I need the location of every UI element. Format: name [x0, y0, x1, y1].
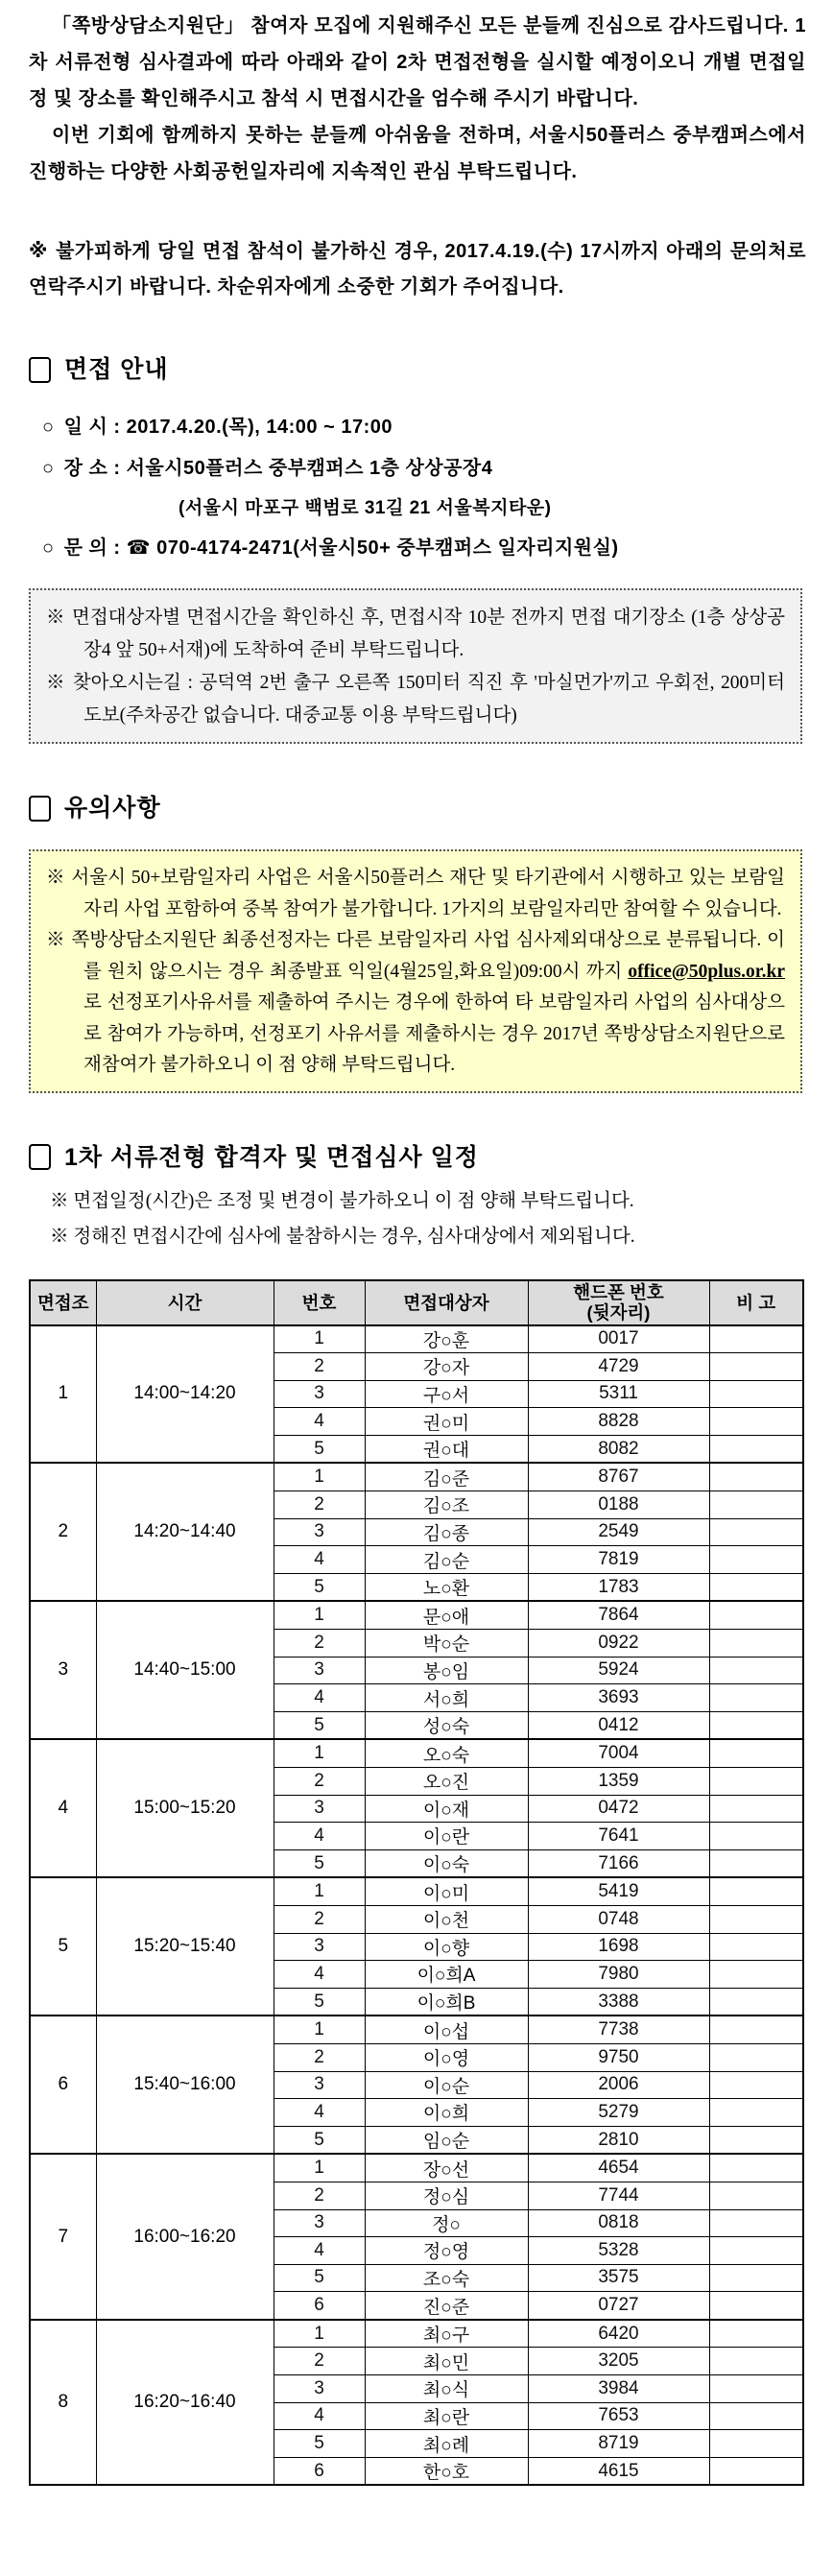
time-slot-cell: 14:40~15:00: [96, 1601, 274, 1739]
time-slot-cell: 16:00~16:20: [96, 2154, 274, 2320]
candidate-number-cell: 3: [274, 2071, 365, 2099]
circle-bullet-icon: ○: [42, 458, 55, 479]
table-row: [30, 2320, 803, 2348]
group-number-cell: 4: [30, 1739, 96, 1877]
remark-cell: [709, 2402, 803, 2430]
header-phone: [528, 1280, 709, 1325]
candidate-name-cell: 장○선: [365, 2154, 528, 2182]
candidate-number-cell: 3: [274, 2375, 365, 2403]
info-value: 서울시50플러스 중부캠퍼스 1층 상상공장4: [126, 458, 493, 479]
candidate-number-cell: 1: [274, 2154, 365, 2182]
email-link[interactable]: office@50plus.or.kr: [628, 961, 785, 982]
candidate-number-cell: 5: [274, 1435, 365, 1463]
info-separator: :: [113, 417, 121, 438]
candidate-name-cell: 서○희: [365, 1684, 528, 1712]
candidate-phone-cell: 0188: [528, 1491, 709, 1519]
candidate-name-cell: 조○숙: [365, 2264, 528, 2292]
candidate-number-cell: 4: [274, 2402, 365, 2430]
candidate-phone-cell: 0748: [528, 1905, 709, 1933]
remark-cell: [709, 2126, 803, 2154]
interview-info-list: [42, 407, 806, 569]
remark-cell: [709, 1988, 803, 2015]
candidate-phone-cell: 0727: [528, 2292, 709, 2320]
candidate-phone-cell: 9750: [528, 2043, 709, 2071]
candidate-name-cell: 최○구: [365, 2320, 528, 2348]
remark-cell: [709, 2320, 803, 2348]
candidate-phone-cell: 8082: [528, 1435, 709, 1463]
candidate-name-cell: 김○종: [365, 1518, 528, 1546]
candidate-name-cell: 최○민: [365, 2348, 528, 2375]
candidate-phone-cell: 7738: [528, 2015, 709, 2043]
candidate-number-cell: 5: [274, 2430, 365, 2458]
candidate-phone-cell: 3388: [528, 1988, 709, 2015]
candidate-name-cell: 이○섭: [365, 2015, 528, 2043]
header-phone-line1: 핸드폰 번호: [573, 1282, 664, 1302]
remark-cell: [709, 1795, 803, 1823]
candidate-phone-cell: 6420: [528, 2320, 709, 2348]
remark-cell: [709, 1684, 803, 1712]
candidate-name-cell: 이○희A: [365, 1961, 528, 1989]
remark-cell: [709, 1518, 803, 1546]
group-number-cell: 1: [30, 1325, 96, 1464]
header-note: 비 고: [709, 1280, 803, 1325]
circle-bullet-icon: ○: [42, 417, 55, 438]
candidate-name-cell: 이○향: [365, 1933, 528, 1961]
table-row: [30, 1877, 803, 1905]
info-value: 2017.4.20.(목), 14:00 ~ 17:00: [126, 417, 393, 438]
remark-cell: [709, 2182, 803, 2209]
caution-note-2-text: 로 선정포기사유서를 제출하여 주시는 경우에 한하여 타 보람일자리 사업의 심사대상으로 참여가 가능하며, 선정포기 사유서를 제출하시는 경우 2017년 쪽방상담소지원단으로 재참여가 불가하오니 이 점 양해 부탁드립니다.: [83, 992, 785, 1075]
intro-paragraph-1: 「쪽방상담소지원단」 참여자 모집에 지원해주신 모든 분들께 진심으로 감사드립니다. 1차 서류전형 심사결과에 따라 아래와 같이 2차 면접전형을 실시할 예정이오니 개별 면접일정 및 장소를 확인해주시고 참석 시 면접시간을 엄수해 주시기 바랍니다.: [29, 15, 806, 109]
candidate-phone-cell: 5924: [528, 1657, 709, 1684]
candidate-phone-cell: 0412: [528, 1711, 709, 1739]
candidate-number-cell: 3: [274, 1657, 365, 1684]
candidate-name-cell: 정○: [365, 2209, 528, 2237]
candidate-name-cell: 권○대: [365, 1435, 528, 1463]
candidate-number-cell: 2: [274, 1905, 365, 1933]
candidate-name-cell: 박○순: [365, 1630, 528, 1658]
candidate-phone-cell: 5279: [528, 2099, 709, 2127]
info-item-datetime: [42, 407, 806, 448]
candidate-number-cell: 3: [274, 1795, 365, 1823]
candidate-name-cell: 김○준: [365, 1463, 528, 1491]
candidate-name-cell: 진○준: [365, 2292, 528, 2320]
candidate-name-cell: 최○란: [365, 2402, 528, 2430]
candidate-phone-cell: 4654: [528, 2154, 709, 2182]
candidate-number-cell: 2: [274, 1353, 365, 1381]
table-row: [30, 1325, 803, 1353]
candidate-number-cell: 2: [274, 2043, 365, 2071]
candidate-phone-cell: 7744: [528, 2182, 709, 2209]
candidate-name-cell: 강○자: [365, 1353, 528, 1381]
remark-cell: [709, 2264, 803, 2292]
checkbox-icon: [29, 357, 51, 383]
candidate-number-cell: 4: [274, 1408, 365, 1436]
remark-cell: [709, 2430, 803, 2458]
candidate-name-cell: 정○영: [365, 2237, 528, 2265]
group-number-cell: 5: [30, 1877, 96, 2015]
remark-cell: [709, 1573, 803, 1601]
time-slot-cell: 14:00~14:20: [96, 1325, 274, 1464]
candidate-number-cell: 3: [274, 1380, 365, 1408]
candidate-name-cell: 성○숙: [365, 1711, 528, 1739]
candidate-number-cell: 2: [274, 2182, 365, 2209]
remark-cell: [709, 2375, 803, 2403]
table-row: [30, 1601, 803, 1629]
candidate-number-cell: 1: [274, 1877, 365, 1905]
candidate-phone-cell: 1783: [528, 1573, 709, 1601]
candidate-number-cell: 2: [274, 2348, 365, 2375]
remark-cell: [709, 2348, 803, 2375]
remark-cell: [709, 1961, 803, 1989]
remark-cell: [709, 1877, 803, 1905]
candidate-phone-cell: 7004: [528, 1739, 709, 1767]
remark-cell: [709, 1491, 803, 1519]
group-number-cell: 8: [30, 2320, 96, 2486]
remark-cell: [709, 2099, 803, 2127]
candidate-name-cell: 김○순: [365, 1546, 528, 1574]
header-group: 면접조: [30, 1280, 96, 1325]
interview-schedule-table: [29, 1279, 804, 2487]
table-row: [30, 2154, 803, 2182]
candidate-number-cell: 5: [274, 1711, 365, 1739]
remark-cell: [709, 1905, 803, 1933]
candidate-phone-cell: 3984: [528, 2375, 709, 2403]
candidate-number-cell: 4: [274, 1546, 365, 1574]
note-line: ※ 면접대상자별 면접시간을 확인하신 후, 면접시작 10분 전까지 면접 대기장소 (1층 상상공장4 앞 50+서재)에 도착하여 준비 부탁드립니다.: [46, 608, 785, 660]
remark-cell: [709, 1353, 803, 1381]
candidate-phone-cell: 0472: [528, 1795, 709, 1823]
remark-cell: [709, 1739, 803, 1767]
candidate-phone-cell: 2549: [528, 1518, 709, 1546]
phone-icon: ☎: [126, 537, 152, 559]
candidate-phone-cell: 3205: [528, 2348, 709, 2375]
group-number-cell: 2: [30, 1463, 96, 1601]
candidate-phone-cell: 7819: [528, 1546, 709, 1574]
remark-cell: [709, 2043, 803, 2071]
header-time: 시간: [96, 1280, 274, 1325]
candidate-phone-cell: 5311: [528, 1380, 709, 1408]
candidate-number-cell: 1: [274, 1739, 365, 1767]
remark-cell: [709, 2154, 803, 2182]
info-value: 070-4174-2471(서울시50+ 중부캠퍼스 일자리지원실): [156, 537, 619, 559]
candidate-name-cell: 강○훈: [365, 1325, 528, 1353]
candidate-phone-cell: 7864: [528, 1601, 709, 1629]
candidate-number-cell: 1: [274, 1325, 365, 1353]
candidate-number-cell: 4: [274, 1823, 365, 1850]
header-name: 면접대상자: [365, 1280, 528, 1325]
header-phone-line2: (뒷자리): [586, 1302, 651, 1323]
candidate-number-cell: 2: [274, 1630, 365, 1658]
section-title: 유의사항: [64, 795, 161, 822]
remark-cell: [709, 1657, 803, 1684]
candidate-number-cell: 4: [274, 1961, 365, 1989]
candidate-phone-cell: 3693: [528, 1684, 709, 1712]
remark-cell: [709, 1325, 803, 1353]
candidate-phone-cell: 2006: [528, 2071, 709, 2099]
circle-bullet-icon: ○: [42, 537, 55, 559]
schedule-note-line: ※ 정해진 면접시간에 심사에 불참하시는 경우, 심사대상에서 제외됩니다.: [50, 1226, 635, 1247]
candidate-phone-cell: 4615: [528, 2457, 709, 2485]
section-title: 1차 서류전형 합격자 및 면접심사 일정: [64, 1143, 479, 1171]
candidate-name-cell: 김○조: [365, 1491, 528, 1519]
candidate-number-cell: 4: [274, 2237, 365, 2265]
candidate-number-cell: 1: [274, 2015, 365, 2043]
candidate-number-cell: 6: [274, 2292, 365, 2320]
candidate-name-cell: 임○순: [365, 2126, 528, 2154]
candidate-number-cell: 3: [274, 1518, 365, 1546]
candidate-number-cell: 5: [274, 2126, 365, 2154]
group-number-cell: 3: [30, 1601, 96, 1739]
remark-cell: [709, 1768, 803, 1796]
waiting-place-note-box: [29, 588, 802, 744]
candidate-name-cell: 이○순: [365, 2071, 528, 2099]
schedule-notes: [50, 1183, 806, 1254]
time-slot-cell: 15:40~16:00: [96, 2015, 274, 2154]
remark-cell: [709, 1933, 803, 1961]
header-no: 번호: [274, 1280, 365, 1325]
candidate-number-cell: 3: [274, 2209, 365, 2237]
candidate-phone-cell: 8828: [528, 1408, 709, 1436]
candidate-number-cell: 5: [274, 1849, 365, 1877]
checkbox-icon: [29, 1144, 51, 1170]
remark-cell: [709, 2292, 803, 2320]
absence-notice: ※ 불가피하게 당일 면접 참석이 불가하신 경우, 2017.4.19.(수) 17시까지 아래의 문의처로 연락주시기 바랍니다. 차순위자에게 소중한 기회가 주어집니다.: [29, 241, 806, 298]
group-number-cell: 7: [30, 2154, 96, 2320]
info-separator: :: [113, 458, 121, 479]
candidate-phone-cell: 5419: [528, 1877, 709, 1905]
candidate-name-cell: 오○진: [365, 1768, 528, 1796]
candidate-name-cell: 이○희B: [365, 1988, 528, 2015]
candidate-phone-cell: 8719: [528, 2430, 709, 2458]
section-cautions: [29, 792, 806, 824]
candidate-phone-cell: 5328: [528, 2237, 709, 2265]
info-item-place: [42, 448, 806, 489]
table-header-row: [30, 1280, 803, 1325]
candidate-name-cell: 이○재: [365, 1795, 528, 1823]
candidate-phone-cell: 1698: [528, 1933, 709, 1961]
candidate-number-cell: 1: [274, 2320, 365, 2348]
candidate-phone-cell: 1359: [528, 1768, 709, 1796]
candidate-name-cell: 노○환: [365, 1573, 528, 1601]
candidate-phone-cell: 7166: [528, 1849, 709, 1877]
remark-cell: [709, 2209, 803, 2237]
candidate-number-cell: 5: [274, 1573, 365, 1601]
candidate-phone-cell: 7653: [528, 2402, 709, 2430]
candidate-name-cell: 문○애: [365, 1601, 528, 1629]
candidate-number-cell: 2: [274, 1491, 365, 1519]
candidate-phone-cell: 7641: [528, 1823, 709, 1850]
intro-paragraph-2: 이번 기회에 함께하지 못하는 분들께 아쉬움을 전하며, 서울시50플러스 중부캠퍼스에서 진행하는 다양한 사회공헌일자리에 지속적인 관심 부탁드립니다.: [29, 125, 806, 182]
candidate-number-cell: 1: [274, 1601, 365, 1629]
candidate-name-cell: 이○천: [365, 1905, 528, 1933]
candidate-number-cell: 5: [274, 2264, 365, 2292]
candidate-name-cell: 이○희: [365, 2099, 528, 2127]
info-place-address: (서울시 마포구 백범로 31길 21 서울복지타운): [178, 498, 552, 518]
remark-cell: [709, 1630, 803, 1658]
candidate-name-cell: 구○서: [365, 1380, 528, 1408]
time-slot-cell: 15:20~15:40: [96, 1877, 274, 2015]
table-row: [30, 1739, 803, 1767]
remark-cell: [709, 1823, 803, 1850]
section-schedule: [29, 1141, 806, 1174]
candidate-number-cell: 4: [274, 1684, 365, 1712]
schedule-note-line: ※ 면접일정(시간)은 조정 및 변경이 불가하오니 이 점 양해 부탁드립니다.: [50, 1190, 634, 1211]
candidate-name-cell: 이○미: [365, 1877, 528, 1905]
remark-cell: [709, 2457, 803, 2485]
candidate-number-cell: 6: [274, 2457, 365, 2485]
time-slot-cell: 14:20~14:40: [96, 1463, 274, 1601]
candidate-phone-cell: 0017: [528, 1325, 709, 1353]
candidate-phone-cell: 2810: [528, 2126, 709, 2154]
candidate-phone-cell: 4729: [528, 1353, 709, 1381]
remark-cell: [709, 1435, 803, 1463]
caution-note-2: [46, 925, 785, 1082]
candidate-number-cell: 5: [274, 1988, 365, 2015]
remark-cell: [709, 2237, 803, 2265]
candidate-name-cell: 이○숙: [365, 1849, 528, 1877]
table-row: [30, 1463, 803, 1491]
time-slot-cell: 16:20~16:40: [96, 2320, 274, 2486]
candidate-name-cell: 권○미: [365, 1408, 528, 1436]
section-title: 면접 안내: [64, 356, 169, 383]
candidate-phone-cell: 0922: [528, 1630, 709, 1658]
remark-cell: [709, 1849, 803, 1877]
remark-cell: [709, 1711, 803, 1739]
candidate-name-cell: 오○숙: [365, 1739, 528, 1767]
remark-cell: [709, 1463, 803, 1491]
candidate-name-cell: 최○식: [365, 2375, 528, 2403]
info-label: 일 시: [63, 417, 108, 438]
note-line: ※ 찾아오시는길 : 공덕역 2번 출구 오른쪽 150미터 직진 후 '마실먼가'끼고 우회전, 200미터 도보(주차공간 없습니다. 대중교통 이용 부탁드립니다): [46, 673, 785, 726]
info-label: 문 의: [63, 537, 108, 559]
remark-cell: [709, 1546, 803, 1574]
caution-note-1: ※ 서울시 50+보람일자리 사업은 서울시50플러스 재단 및 타기관에서 시행하고 있는 보람일자리 사업 포함하여 중복 참여가 불가합니다. 1가지의 보람일자리만 참여할 수 있습니다.: [46, 868, 785, 919]
candidate-phone-cell: 8767: [528, 1463, 709, 1491]
section-interview-info: [29, 353, 806, 386]
caution-note-2-text: ※ 쪽방상담소지원단 최종선정자는 다른 보람일자리 사업 심사제외대상으로 분류됩니다. 이를 원치 않으시는 경우 최종발표 익일(4월25일,화요일)09:00시 까지: [46, 930, 785, 982]
candidate-phone-cell: 7980: [528, 1961, 709, 1989]
remark-cell: [709, 1601, 803, 1629]
remark-cell: [709, 2015, 803, 2043]
info-label: 장 소: [63, 458, 108, 479]
table-row: [30, 2015, 803, 2043]
info-separator: :: [113, 537, 121, 559]
candidate-phone-cell: 3575: [528, 2264, 709, 2292]
remark-cell: [709, 1380, 803, 1408]
time-slot-cell: 15:00~15:20: [96, 1739, 274, 1877]
candidate-number-cell: 1: [274, 1463, 365, 1491]
candidate-number-cell: 4: [274, 2099, 365, 2127]
candidate-number-cell: 3: [274, 1933, 365, 1961]
info-item-contact: [42, 528, 806, 569]
candidate-name-cell: 정○심: [365, 2182, 528, 2209]
candidate-name-cell: 이○영: [365, 2043, 528, 2071]
candidate-number-cell: 2: [274, 1768, 365, 1796]
candidate-name-cell: 봉○임: [365, 1657, 528, 1684]
checkbox-icon: [29, 796, 51, 822]
candidate-phone-cell: 0818: [528, 2209, 709, 2237]
cautions-box: [29, 849, 802, 1093]
group-number-cell: 6: [30, 2015, 96, 2154]
remark-cell: [709, 1408, 803, 1436]
schedule-table-body: [30, 1325, 803, 2486]
candidate-name-cell: 최○례: [365, 2430, 528, 2458]
candidate-name-cell: 한○호: [365, 2457, 528, 2485]
candidate-name-cell: 이○란: [365, 1823, 528, 1850]
remark-cell: [709, 2071, 803, 2099]
